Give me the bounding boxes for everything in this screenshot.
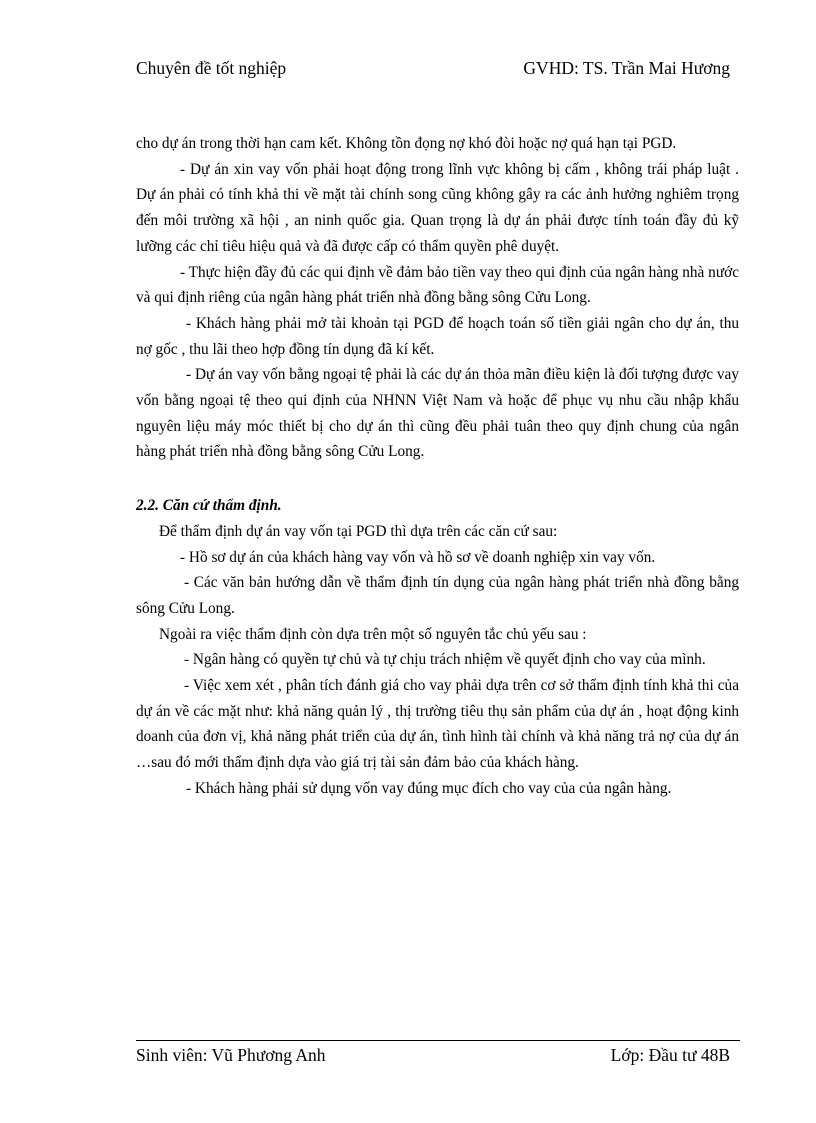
paragraph: - Khách hàng phải mở tài khoản tại PGD để hoạch toán số tiền giải ngân cho dự án, thu nợ gốc , thu lãi theo hợp đồng tín dụng đã kí kết. [136, 314, 739, 358]
paragraph: - Dự án xin vay vốn phải hoạt động trong lĩnh vực không bị cấm , không trái pháp luật . Dự án phải có tính khả thi về mặt tài chính song cũng không gây ra các ảnh hưởng nghiêm trọng đến môi trường xã hội , an ninh quốc gia. Quan trọng là dự án phải được tính toán đầy đủ kỹ lưỡng các chỉ tiêu hiệu quả và đã được cấp có thẩm quyền phê duyệt. [136, 160, 739, 255]
principles-intro: Ngoài ra việc thẩm định còn dựa trên một số nguyên tắc chủ yếu sau : [159, 625, 587, 643]
header-supervisor: GVHD: TS. Trần Mai Hương [523, 58, 730, 78]
section-intro: Để thẩm định dự án vay vốn tại PGD thì dựa trên các căn cứ sau: [159, 522, 558, 540]
paragraph: - Thực hiện đầy đủ các qui định về đảm bảo tiền vay theo qui định của ngân hàng nhà nước và qui định riêng của ngân hàng phát triển nhà đồng bằng sông Cửu Long. [136, 263, 739, 307]
list-item: - Ngân hàng có quyền tự chủ và tự chịu trách nhiệm về quyết định cho vay của mình. [184, 651, 706, 669]
list-item: - Việc xem xét , phân tích đánh giá cho vay phải dựa trên cơ sở thẩm định tính khả thi của dự án về các mặt như: khả năng quản lý , thị trường tiêu thụ sản phẩm của dự án , hoạt động kinh doanh của đơn vị, khả năng phát triển của dự án, tình hình tài chính và khả năng trả nợ của dự án …sau đó mới thẩm định dựa vào giá trị tài sản đảm bảo của khách hàng. [136, 677, 739, 772]
footer-student: Sinh viên: Vũ Phương Anh [136, 1045, 326, 1065]
list-item: - Các văn bản hướng dẫn về thẩm định tín dụng của ngân hàng phát triển nhà đồng bằng sông Cửu Long. [136, 574, 739, 617]
list-item: - Khách hàng phải sử dụng vốn vay đúng mục đích cho vay của của ngân hàng. [186, 779, 672, 797]
header-thesis-title: Chuyên đề tốt nghiệp [136, 58, 287, 78]
footer-divider [136, 1040, 740, 1041]
footer-class: Lớp: Đầu tư 48B [610, 1045, 730, 1065]
page-footer [136, 1043, 730, 1067]
section-heading: 2.2. Căn cứ thẩm định. [136, 497, 282, 515]
paragraph: cho dự án trong thời hạn cam kết. Không tồn đọng nợ khó đòi hoặc nợ quá hạn tại PGD. [136, 135, 677, 152]
list-item: - Hồ sơ dự án của khách hàng vay vốn và hồ sơ về doanh nghiệp xin vay vốn. [180, 548, 656, 566]
body-text [136, 131, 739, 802]
page-header [136, 56, 730, 80]
paragraph: - Dự án vay vốn bằng ngoại tệ phải là các dự án thỏa mãn điều kiện là đối tượng được vay vốn bằng ngoại tệ theo qui định của NHNN Việt Nam và hoặc để phục vụ nhu cầu nhập khẩu nguyên liệu máy móc thiết bị cho dự án thì cũng đều phải tuân theo quy định chung của ngân hàng phát triển nhà đồng bằng sông Cửu Long. [136, 366, 739, 461]
